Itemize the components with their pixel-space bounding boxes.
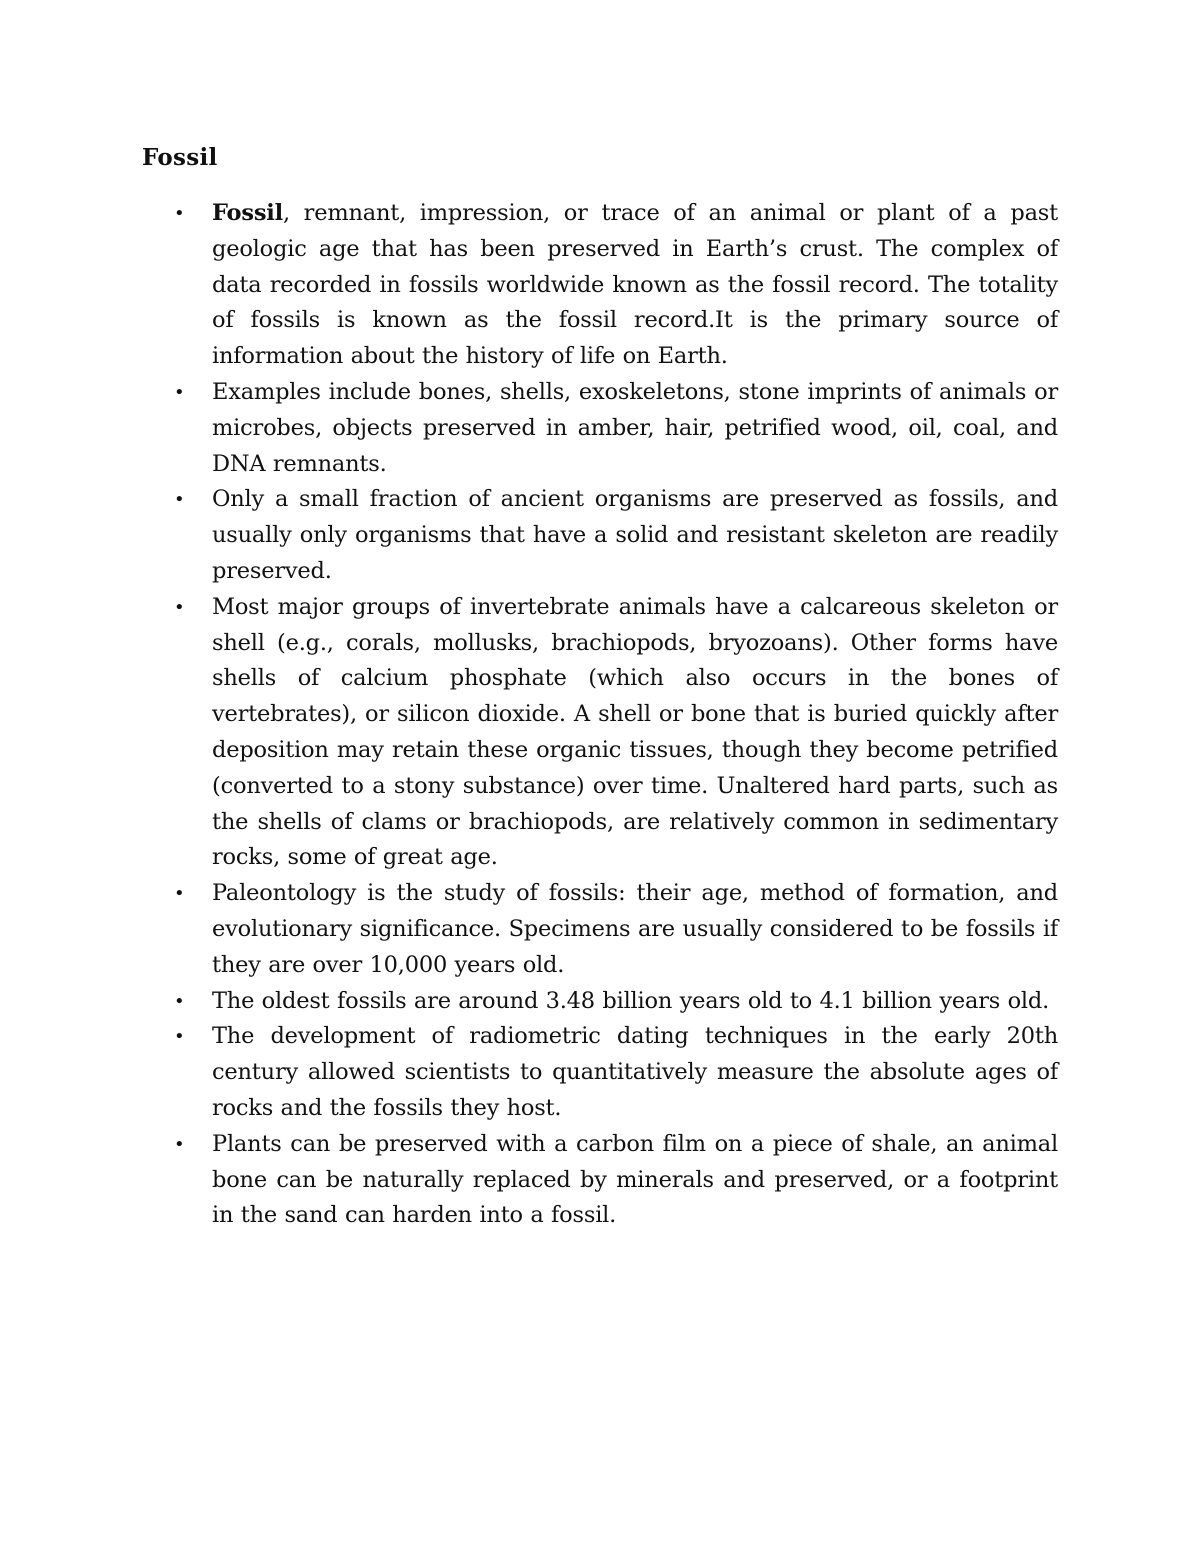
list-item-text: The development of radiometric dating techniques in the early 20th century allowed scientists to quantitatively measure the absolute ages of rocks and the fossils they host. xyxy=(212,1023,1058,1121)
list-item-text: Plants can be preserved with a carbon film on a piece of shale, an animal bone can be naturally replaced by minerals and preserved, or a footprint in the sand can harden into a fossil. xyxy=(212,1130,1058,1229)
list-item-text: The oldest fossils are around 3.48 billion years old to 4.1 billion years old. xyxy=(212,987,1050,1014)
list-item xyxy=(174,375,1058,482)
bullet-icon: • xyxy=(174,1026,185,1048)
list-item xyxy=(174,482,1058,589)
bullet-icon: • xyxy=(174,596,185,618)
list-item-text: Most major groups of invertebrate animals have a calcareous skeleton or shell (e.g., corals, mollusks, brachiopods, bryozoans). Other forms have shells of calcium phosphate (which also occurs in the bones of vertebrates), or silicon dioxide. A shell or bone that is buried quickly after deposition may retain these organic tissues, though they become petrified (converted to a stony substance) over time. Unaltered hard parts, such as the shells of clams or brachiopods, are relatively common in sedimentary rocks, some of great age. xyxy=(212,593,1058,871)
bullet-icon: • xyxy=(174,990,185,1012)
bullet-icon: • xyxy=(174,203,185,224)
list-item-text: Only a small fraction of ancient organisms are preserved as fossils, and usually only organisms that have a solid and resistant skeleton are readily preserved. xyxy=(212,486,1058,584)
list-item xyxy=(174,1127,1058,1234)
list-item xyxy=(174,876,1058,983)
document-title: Fossil xyxy=(142,144,218,171)
list-item-text: , remnant, impression, or trace of an animal or plant of a past geologic age that has been preserved in Earth’s crust. The complex of data recorded in fossils worldwide known as the fossil record. The totality of fossils is known as the fossil record.It is the primary source of information about the history of life on Earth. xyxy=(212,200,1058,370)
list-item-text: Examples include bones, shells, exoskeletons, stone imprints of animals or microbes, objects preserved in amber, hair, petrified wood, oil, coal, and DNA remnants. xyxy=(212,378,1058,477)
bullet-icon: • xyxy=(174,1133,185,1155)
list-item xyxy=(174,590,1058,876)
list-item xyxy=(174,1019,1058,1126)
list-item xyxy=(174,984,1058,1020)
bullet-icon: • xyxy=(174,883,185,905)
list-item-text: Paleontology is the study of fossils: their age, method of formation, and evolutionary significance. Specimens are usually considered to be fossils if they are over 10,000 years old. xyxy=(212,880,1058,978)
bullet-icon: • xyxy=(174,489,185,511)
bullet-icon: • xyxy=(174,381,185,403)
term-fossil: Fossil xyxy=(212,200,283,226)
list-item xyxy=(174,196,1058,375)
bullet-list xyxy=(174,196,1058,1234)
